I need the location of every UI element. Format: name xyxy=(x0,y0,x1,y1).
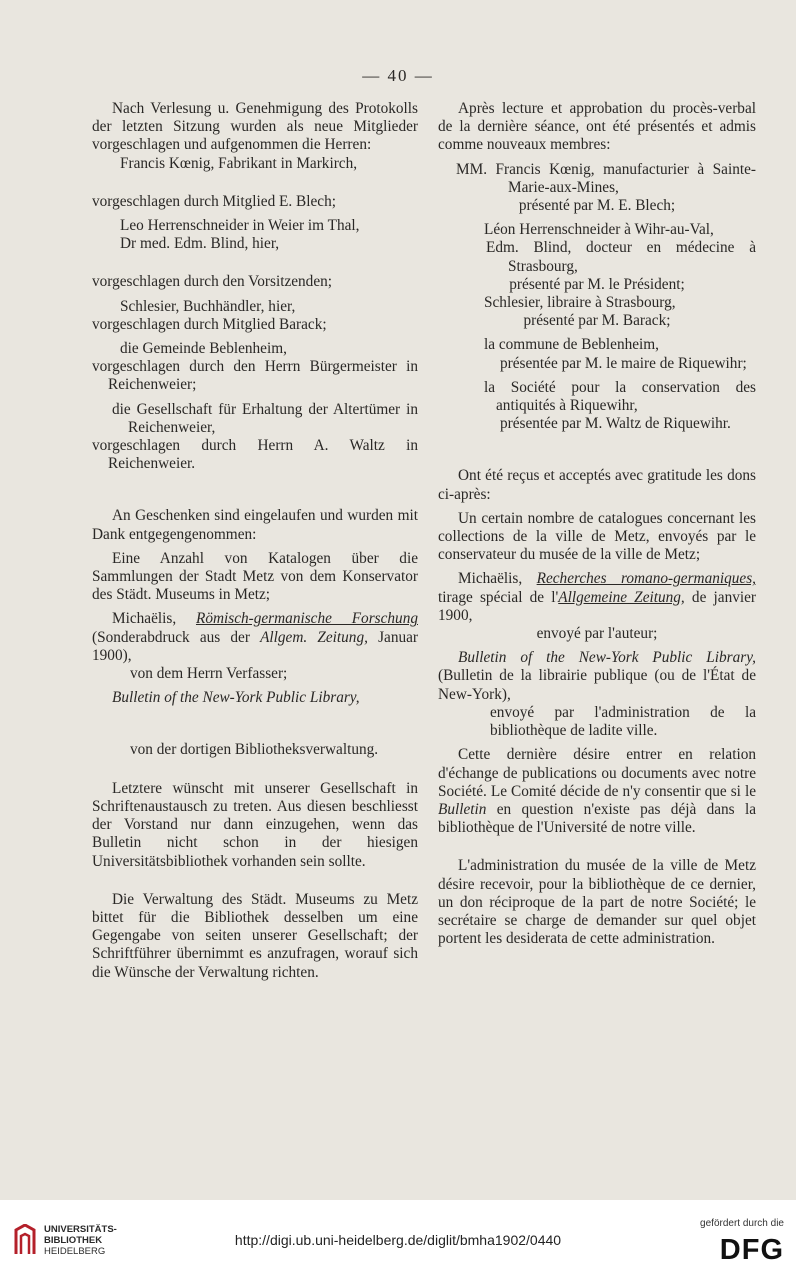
german-member-line: Dr med. Edm. Blind, hier, xyxy=(120,235,280,253)
entry-text: (Sonderabdruck aus der xyxy=(92,628,261,646)
bulletin-title: Bulletin xyxy=(438,800,487,818)
french-paragraph: L'administration du musée de la ville de Metz désire recevoir, pour la bibliothèque de ce dernier, un don réciproque de la part de notre Société; le secrétaire se charge de demander sur quel objet portent les desiderata de cette administration. xyxy=(438,857,756,948)
german-member-line: Leo Herrenschneider in Weier im Thal, xyxy=(120,217,360,235)
french-proposer-line: présenté par M. Barack; xyxy=(523,312,671,330)
french-paragraph: Un certain nombre de catalogues concernant les collections de la ville de Metz, envoyés par le conservateur du musée de la ville de Metz; xyxy=(438,509,756,564)
french-donor-line: envoyé par l'administration de la bibliothèque de ladite ville. xyxy=(490,703,756,740)
german-member-line: Francis Kœnig, Fabrikant in Markirch, xyxy=(120,154,358,172)
german-proposer-line: vorgeschlagen durch den Vorsitzenden; xyxy=(92,273,333,291)
entry-text: Cette dernière désire entrer en relation d'échange de publications ou documents avec notre Société. Le Comité décide de n'y consentir que si le xyxy=(438,746,756,800)
source-url-link[interactable]: http://digi.ub.uni-heidelberg.de/diglit/bmha1902/0440 xyxy=(234,1232,562,1248)
german-proposer-line: vorgeschlagen durch Herrn A. Waltz in Reichenweier. xyxy=(92,437,418,473)
footer xyxy=(0,1200,796,1273)
journal-title: Allgemeine Zeitung, xyxy=(558,588,685,606)
german-paragraph: Eine Anzahl von Katalogen über die Sammlungen der Stadt Metz von dem Konservator des Städt. Museums in Metz; xyxy=(92,549,418,604)
german-proposer-line: vorgeschlagen durch Mitglied Barack; xyxy=(92,315,327,333)
journal-title: Allgem. Zeitung, xyxy=(260,628,368,646)
french-donor-line: envoyé par l'auteur; xyxy=(536,625,658,643)
german-paragraph: Die Verwaltung des Städt. Museums zu Metz bittet für die Bibliothek desselben um eine Gegengabe von seiten unserer Gesellschaft; der Schriftführer übernimmt es anzufragen, worauf sich die Wünsche der Verwaltung richten. xyxy=(92,890,418,981)
french-member-line: Schlesier, libraire à Strasbourg, xyxy=(484,294,676,312)
french-paragraph: Après lecture et approbation du procès-verbal de la dernière séance, ont été présentés et admis comme nouveaux membres: xyxy=(438,100,756,154)
german-member-line: Schlesier, Buchhändler, hier, xyxy=(120,297,296,315)
entry-text: tirage spécial de l' xyxy=(438,588,559,606)
french-proposer-line: présentée par M. le maire de Riquewihr; xyxy=(500,354,747,372)
work-title: Römisch-germanische Forschung xyxy=(195,610,418,628)
french-paragraph: Ont été reçus et acceptés avec gratitude les dons ci-après: xyxy=(438,467,756,503)
entry-text: en question n'existe pas déjà dans la bibliothèque de l'Université de notre ville. xyxy=(438,800,756,837)
german-donor-line: von der dortigen Bibliotheksverwaltung. xyxy=(130,741,379,759)
french-column xyxy=(438,100,756,948)
work-title: Recherches romano-germaniques, xyxy=(536,570,756,588)
french-member-line: la commune de Beblenheim, xyxy=(484,336,660,354)
french-bulletin-entry xyxy=(438,649,756,704)
author-name: Michaëlis, xyxy=(458,570,537,588)
french-member-line: Edm. Blind, docteur en médecine à Strasbourg, xyxy=(486,239,756,275)
german-paragraph: Letztere wünscht mit unserer Gesellschaft in Schriftenaustausch zu treten. Aus diesen beschliesst der Vorstand nur dann einzugehen, wenn das Bulletin nicht schon in der hiesigen Universitätsbibliothek vorhanden sein sollte. xyxy=(92,779,418,870)
french-proposer-line: présentée par M. Waltz de Riquewihr. xyxy=(500,415,731,433)
german-gift-entry xyxy=(92,610,418,665)
author-name: Michaëlis, xyxy=(112,610,196,628)
french-proposer-line: présenté par M. le Président; xyxy=(509,275,685,293)
french-member-line: Léon Herrenschneider à Wihr-au-Val, xyxy=(484,221,714,239)
german-member-line: die Gemeinde Beblenheim, xyxy=(120,340,287,358)
funded-by-label: gefördert durch die xyxy=(700,1218,784,1229)
bulletin-title: Bulletin of the New-York Public Library, xyxy=(112,689,360,707)
german-proposer-line: vorgeschlagen durch Mitglied E. Blech; xyxy=(92,192,336,210)
german-column xyxy=(92,100,418,982)
dfg-logo: DFG xyxy=(719,1234,784,1266)
french-member-line: la Société pour la conservation des antiquités à Riquewihr, xyxy=(484,378,756,415)
french-gift-entry xyxy=(438,570,756,625)
german-member-line: die Gesellschaft für Erhaltung der Altertümer in Reichenweier, xyxy=(112,400,418,436)
german-paragraph: An Geschenken sind eingelaufen und wurden mit Dank entgegengenommen: xyxy=(92,507,418,543)
library-name: UNIVERSITÄTS- BIBLIOTHEK HEIDELBERG xyxy=(44,1224,117,1257)
french-paragraph xyxy=(438,746,756,837)
german-donor-line: von dem Herrn Verfasser; xyxy=(130,665,288,683)
entry-text: de janvier 1900, xyxy=(438,588,756,624)
german-paragraph: Nach Verlesung u. Genehmigung des Protokolls der letzten Sitzung wurden als neue Mitglieder vorgeschlagen und aufgenommen die Herren: xyxy=(92,100,418,154)
entry-text: (Bulletin de la librairie publique (ou de l'État de New-York), xyxy=(438,667,756,703)
french-proposer-line: présenté par M. E. Blech; xyxy=(518,197,676,215)
french-member-line: MM. Francis Kœnig, manufacturier à Sainte-Marie-aux-Mines, xyxy=(456,160,756,196)
entry-text: Januar 1900), xyxy=(92,628,419,664)
german-proposer-line: vorgeschlagen durch den Herrn Bürgermeister in Reichenweier; xyxy=(92,358,418,394)
bulletin-title: Bulletin of the New-York Public Library, xyxy=(458,649,756,667)
page-number: — 40 — xyxy=(362,66,434,85)
